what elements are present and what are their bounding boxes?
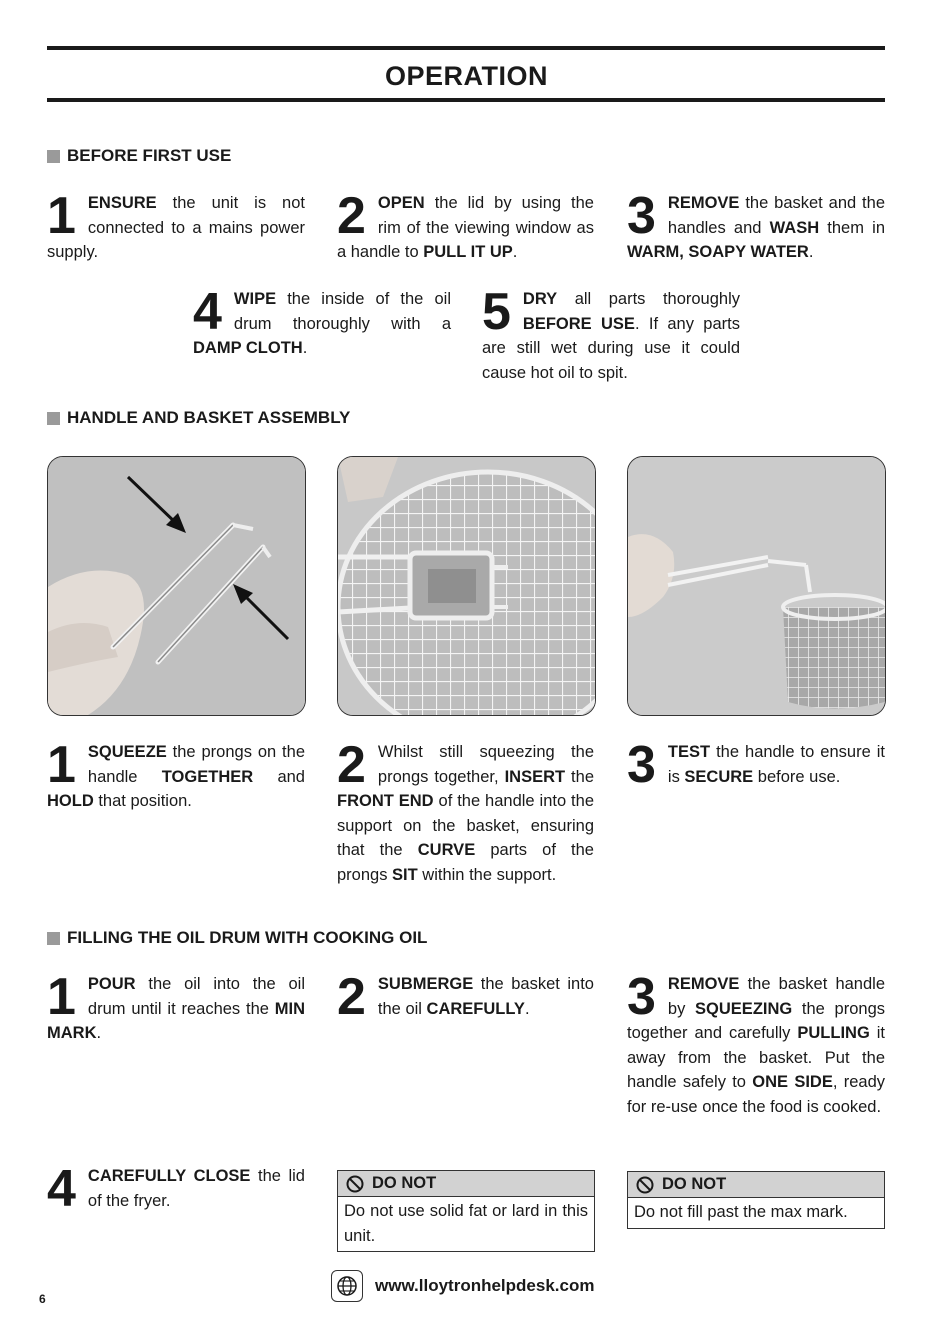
section-title: HANDLE AND BASKET ASSEMBLY [67,408,351,427]
step-number: 1 [47,187,76,245]
title-underline [47,98,885,102]
section-handle-basket-assembly [47,408,350,428]
prohibited-icon [346,1175,364,1193]
assembly-step-3: 3 TEST the handle to ensure it is SECURE before use. [627,736,885,794]
section-filling-oil-drum [47,928,427,948]
assembly-step-1: 1 SQUEEZE the prongs on the handle TOGETHER and HOLD that position. [47,736,305,810]
step-number: 2 [337,968,366,1026]
step-number: 4 [193,283,222,341]
step-number: 1 [47,736,76,794]
step-number: 2 [337,187,366,245]
assembly-step-2: 2 Whilst still squeezing the prongs together, INSERT the FRONT END of the handle into the support on the basket, ensuring that the CURVE parts of the prongs SIT within the support. [337,736,594,884]
section-before-first-use [47,146,231,166]
warning-box-max-mark [627,1171,885,1229]
section-bullet-icon [47,412,60,425]
section-bullet-icon [47,932,60,945]
warning-box-solid-fat [337,1170,595,1252]
filling-step-2: 2 SUBMERGE the basket into the oil CAREFULLY. [337,968,594,1026]
warning-text: Do not use solid fat or lard in this unit. [344,1202,588,1245]
step-number: 3 [627,187,656,245]
step-number: 3 [627,968,656,1026]
section-title: BEFORE FIRST USE [67,146,232,165]
warning-header: DO NOT [628,1172,884,1198]
page-number: 6 [39,1292,46,1306]
top-rule [47,46,885,50]
before-step-3: 3 REMOVE the basket and the handles and WASH them in WARM, SOAPY WATER. [627,187,885,261]
step-number: 5 [482,283,511,341]
photo-insert-handle [337,456,596,716]
before-step-4: 4 WIPE the inside of the oil drum thoroughly with a DAMP CLOTH. [193,283,451,357]
photo-squeeze-prongs [47,456,306,716]
section-bullet-icon [47,150,60,163]
warning-text: Do not fill past the max mark. [634,1203,848,1221]
step-number: 2 [337,736,366,794]
page-title: OPERATION [384,61,548,91]
before-step-5: 5 DRY all parts thoroughly BEFORE USE. If any parts are still wet during use it could cause hot oil to spit. [482,283,740,382]
step-number: 1 [47,968,76,1026]
before-step-2: 2 OPEN the lid by using the rim of the viewing window as a handle to PULL IT UP. [337,187,594,261]
step-number: 3 [627,736,656,794]
step-number: 4 [47,1160,76,1218]
filling-step-1: 1 POUR the oil into the oil drum until it reaches the MIN MARK. [47,968,305,1042]
prohibited-icon [636,1176,654,1194]
warning-header: DO NOT [338,1171,594,1197]
section-title: FILLING THE OIL DRUM WITH COOKING OIL [67,928,428,947]
footer-website[interactable] [331,1270,594,1302]
footer-url-text[interactable]: www.lloytronhelpdesk.com [375,1276,595,1295]
filling-step-4: 4 CAREFULLY CLOSE the lid of the fryer. [47,1160,305,1218]
filling-step-3: 3 REMOVE the basket handle by SQUEEZING the prongs together and carefully PULLING it away from the basket. Put the handle safely to ONE SIDE, ready for re-use once the food is cooked. [627,968,885,1116]
globe-icon [331,1270,363,1302]
before-step-1: 1 ENSURE the unit is not connected to a mains power supply. [47,187,305,261]
photo-test-handle [627,456,886,716]
